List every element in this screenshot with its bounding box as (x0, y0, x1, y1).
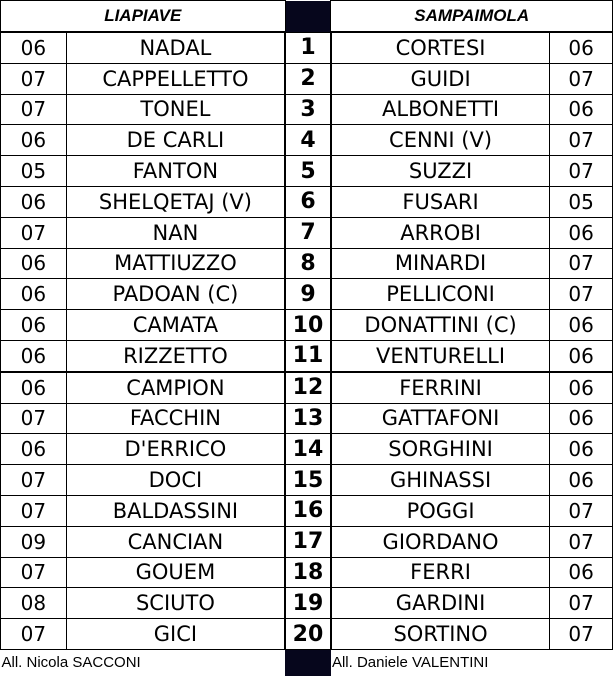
home-player-name: D'ERRICO (66, 434, 285, 465)
away-player-rating: 06 (550, 340, 613, 371)
shirt-number: 9 (285, 279, 331, 310)
player-row (1, 310, 613, 341)
away-player-name: SORGHINI (331, 434, 550, 465)
shirt-number: 19 (285, 588, 331, 619)
away-player-name: CORTESI (331, 32, 550, 63)
away-player-rating: 05 (550, 186, 613, 217)
player-row (1, 434, 613, 465)
home-player-name: RIZZETTO (66, 340, 285, 371)
player-row (1, 588, 613, 619)
shirt-number: 6 (285, 186, 331, 217)
away-player-rating: 06 (550, 32, 613, 63)
player-row (1, 403, 613, 434)
player-row (1, 340, 613, 371)
home-player-name: CAPPELLETTO (66, 63, 285, 94)
home-player-rating: 06 (1, 279, 67, 310)
shirt-number: 10 (285, 310, 331, 341)
player-row (1, 186, 613, 217)
home-player-name: GOUEM (66, 557, 285, 588)
away-player-name: VENTURELLI (331, 340, 550, 371)
away-player-rating: 06 (550, 557, 613, 588)
away-player-rating: 07 (550, 63, 613, 94)
home-player-name: NADAL (66, 32, 285, 63)
home-player-rating: 06 (1, 248, 67, 279)
away-team-name: SAMPAIMOLA (331, 1, 613, 33)
shirt-number: 20 (285, 619, 331, 650)
away-player-rating: 07 (550, 588, 613, 619)
away-player-name: FUSARI (331, 186, 550, 217)
away-player-name: POGGI (331, 495, 550, 526)
away-player-rating: 06 (550, 434, 613, 465)
home-player-rating: 06 (1, 372, 67, 403)
player-row (1, 526, 613, 557)
away-player-rating: 07 (550, 526, 613, 557)
shirt-number: 3 (285, 94, 331, 125)
away-player-name: SORTINO (331, 619, 550, 650)
away-player-name: GARDINI (331, 588, 550, 619)
shirt-number: 7 (285, 217, 331, 248)
shirt-number: 16 (285, 495, 331, 526)
away-player-name: GATTAFONI (331, 403, 550, 434)
player-row (1, 279, 613, 310)
shirt-number: 8 (285, 248, 331, 279)
player-row (1, 495, 613, 526)
away-player-name: FERRINI (331, 372, 550, 403)
home-player-name: CAMATA (66, 310, 285, 341)
home-player-rating: 05 (1, 156, 67, 187)
home-player-name: DOCI (66, 465, 285, 496)
home-player-name: SHELQETAJ (V) (66, 186, 285, 217)
player-row (1, 125, 613, 156)
home-player-rating: 07 (1, 619, 67, 650)
away-player-name: CENNI (V) (331, 125, 550, 156)
away-player-name: PELLICONI (331, 279, 550, 310)
header-row (1, 1, 613, 33)
away-player-rating: 06 (550, 310, 613, 341)
home-player-rating: 06 (1, 340, 67, 371)
away-player-name: SUZZI (331, 156, 550, 187)
away-player-name: GUIDI (331, 63, 550, 94)
home-player-name: CAMPION (66, 372, 285, 403)
away-player-rating: 06 (550, 403, 613, 434)
away-player-rating: 07 (550, 156, 613, 187)
player-row (1, 94, 613, 125)
away-player-name: MINARDI (331, 248, 550, 279)
player-row (1, 32, 613, 63)
home-player-rating: 06 (1, 125, 67, 156)
home-player-name: NAN (66, 217, 285, 248)
home-player-rating: 07 (1, 94, 67, 125)
away-player-name: GHINASSI (331, 465, 550, 496)
home-player-name: DE CARLI (66, 125, 285, 156)
player-row (1, 248, 613, 279)
home-player-name: FACCHIN (66, 403, 285, 434)
coach-divider (285, 649, 331, 676)
home-player-rating: 06 (1, 310, 67, 341)
away-player-name: GIORDANO (331, 526, 550, 557)
player-row (1, 619, 613, 650)
away-player-rating: 06 (550, 94, 613, 125)
shirt-number: 18 (285, 557, 331, 588)
shirt-number: 1 (285, 32, 331, 63)
away-player-rating: 07 (550, 248, 613, 279)
shirt-number: 2 (285, 63, 331, 94)
shirt-number: 12 (285, 372, 331, 403)
home-player-rating: 09 (1, 526, 67, 557)
home-player-name: TONEL (66, 94, 285, 125)
player-row (1, 557, 613, 588)
home-player-name: GICI (66, 619, 285, 650)
away-player-rating: 07 (550, 279, 613, 310)
home-player-name: MATTIUZZO (66, 248, 285, 279)
home-player-rating: 07 (1, 403, 67, 434)
away-player-rating: 06 (550, 372, 613, 403)
home-player-rating: 07 (1, 217, 67, 248)
header-divider (285, 1, 331, 33)
home-player-rating: 06 (1, 186, 67, 217)
shirt-number: 11 (285, 340, 331, 371)
away-coach: All. Daniele VALENTINI (331, 649, 613, 676)
shirt-number: 4 (285, 125, 331, 156)
home-player-rating: 08 (1, 588, 67, 619)
home-team-name: LIAPIAVE (1, 1, 286, 33)
home-player-rating: 07 (1, 495, 67, 526)
home-player-rating: 07 (1, 63, 67, 94)
away-player-rating: 07 (550, 619, 613, 650)
home-player-name: BALDASSINI (66, 495, 285, 526)
shirt-number: 15 (285, 465, 331, 496)
home-player-rating: 06 (1, 32, 67, 63)
shirt-number: 17 (285, 526, 331, 557)
shirt-number: 14 (285, 434, 331, 465)
player-row (1, 372, 613, 403)
home-player-rating: 07 (1, 557, 67, 588)
home-player-name: FANTON (66, 156, 285, 187)
away-player-name: ALBONETTI (331, 94, 550, 125)
away-player-rating: 06 (550, 465, 613, 496)
away-player-rating: 07 (550, 125, 613, 156)
shirt-number: 5 (285, 156, 331, 187)
home-coach: All. Nicola SACCONI (1, 649, 286, 676)
away-player-rating: 07 (550, 495, 613, 526)
home-player-name: CANCIAN (66, 526, 285, 557)
home-player-rating: 06 (1, 434, 67, 465)
away-player-name: FERRI (331, 557, 550, 588)
home-player-rating: 07 (1, 465, 67, 496)
home-player-name: PADOAN (C) (66, 279, 285, 310)
home-player-name: SCIUTO (66, 588, 285, 619)
away-player-rating: 06 (550, 217, 613, 248)
player-row (1, 156, 613, 187)
shirt-number: 13 (285, 403, 331, 434)
player-row (1, 63, 613, 94)
player-row (1, 465, 613, 496)
player-row (1, 217, 613, 248)
away-player-name: DONATTINI (C) (331, 310, 550, 341)
away-player-name: ARROBI (331, 217, 550, 248)
coach-row (1, 649, 613, 676)
